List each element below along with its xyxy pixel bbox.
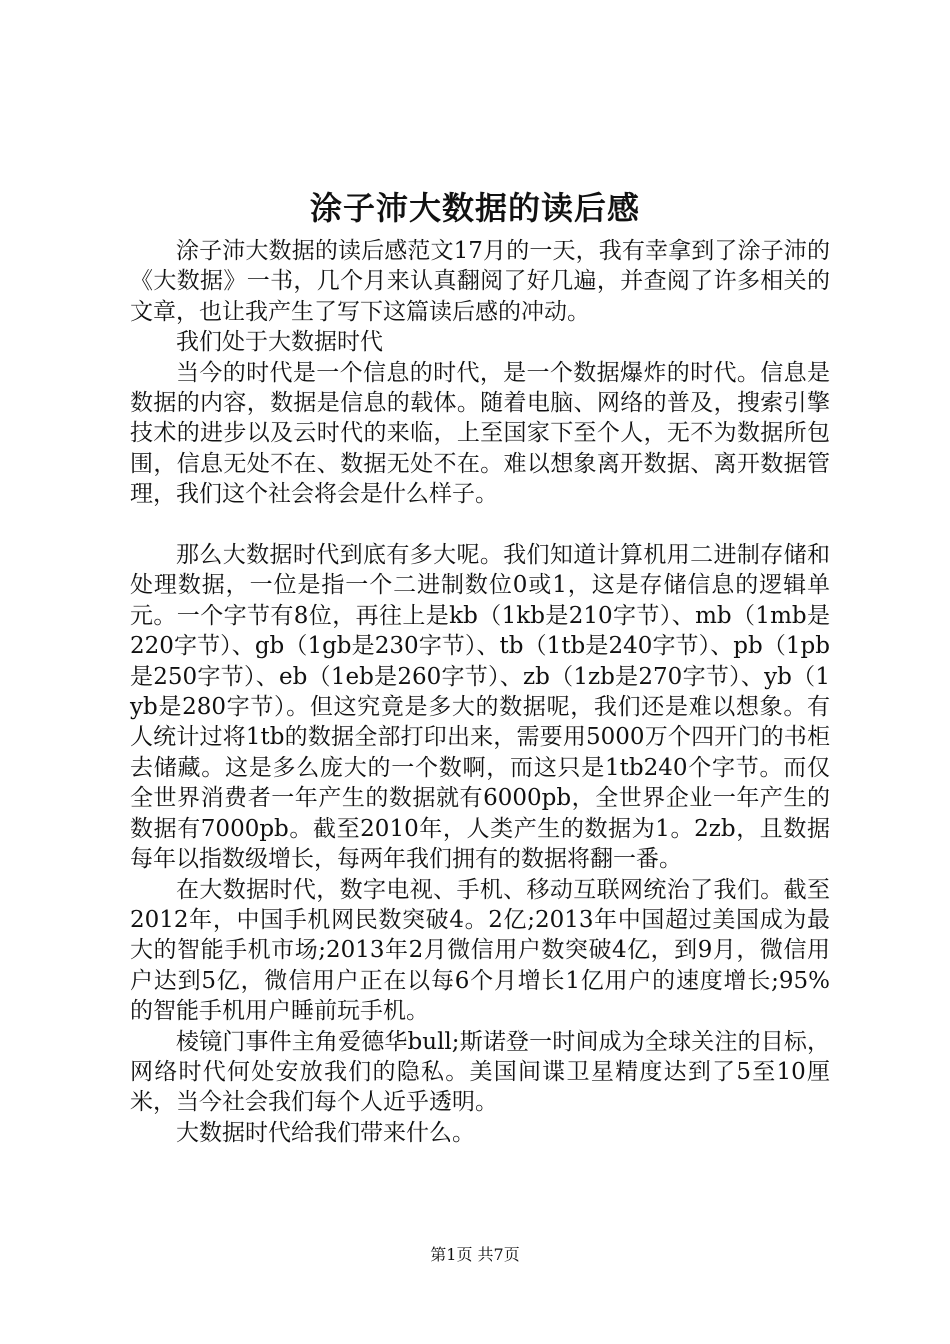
document-body xyxy=(130,236,830,1148)
paragraph-question: 大数据时代给我们带来什么。 xyxy=(176,1119,475,1146)
page-number-footer: 第1页 共7页 xyxy=(430,1245,520,1264)
paragraph-intro: 涂子沛大数据的读后感范文17月的一天，我有幸拿到了涂子沛的《大数据》一书，几个月来认真翻阅了好几遍，并查阅了许多相关的文章，也让我产生了写下这篇读后感的冲动。 xyxy=(130,238,830,325)
paragraph-data-scale: 那么大数据时代到底有多大呢。我们知道计算机用二进制存储和处理数据，一位是指一个二进制数位0或1，这是存储信息的逻辑单元。一个字节有8位，再往上是kb（1kb是210字节）、mb（1mb是220字节）、gb（1gb是230字节）、tb（1tb是240字节）、pb（1pb是250字节）、eb（1eb是260字节）、zb（1zb是270字节）、yb（1yb是280字节）。但这究竟是多大的数据呢，我们还是难以想象。有人统计过将1tb的数据全部打印出来，需要用5000万个四开门的书柜去储藏。这是多么庞大的一个数啊，而这只是1tb240个字节。而仅全世界消费者一年产生的数据就有6000pb，全世界企业一年产生的数据有7000pb。截至2010年，人类产生的数据为1。2zb，且数据每年以指数级增长，每两年我们拥有的数据将翻一番。 xyxy=(130,542,830,873)
paragraph-section-heading: 我们处于大数据时代 xyxy=(176,329,383,356)
document-title: 涂子沛大数据的读后感 xyxy=(309,189,640,227)
paragraph-mobile-internet: 在大数据时代，数字电视、手机、移动互联网统治了我们。截至2012年，中国手机网民数突破4。2亿;2013年中国超过美国成为最大的智能手机市场;2013年2月微信用户数突破4亿，到9月，微信用户达到5亿，微信用户正在以每6个月增长1亿用户的速度增长;95%的智能手机用户睡前玩手机。 xyxy=(130,876,830,1025)
paragraph-information-era: 当今的时代是一个信息的时代，是一个数据爆炸的时代。信息是数据的内容，数据是信息的载体。随着电脑、网络的普及，搜索引擎技术的进步以及云时代的来临，上至国家下至个人，无不为数据所包围，信息无处不在、数据无处不在。难以想象离开数据、离开数据管理，我们这个社会将会是什么样子。 xyxy=(130,359,830,508)
paragraph-privacy: 棱镜门事件主角爱德华bull;斯诺登一时间成为全球关注的目标，网络时代何处安放我们的隐私。美国间谍卫星精度达到了5至10厘米，当今社会我们每个人近乎透明。 xyxy=(130,1028,830,1116)
